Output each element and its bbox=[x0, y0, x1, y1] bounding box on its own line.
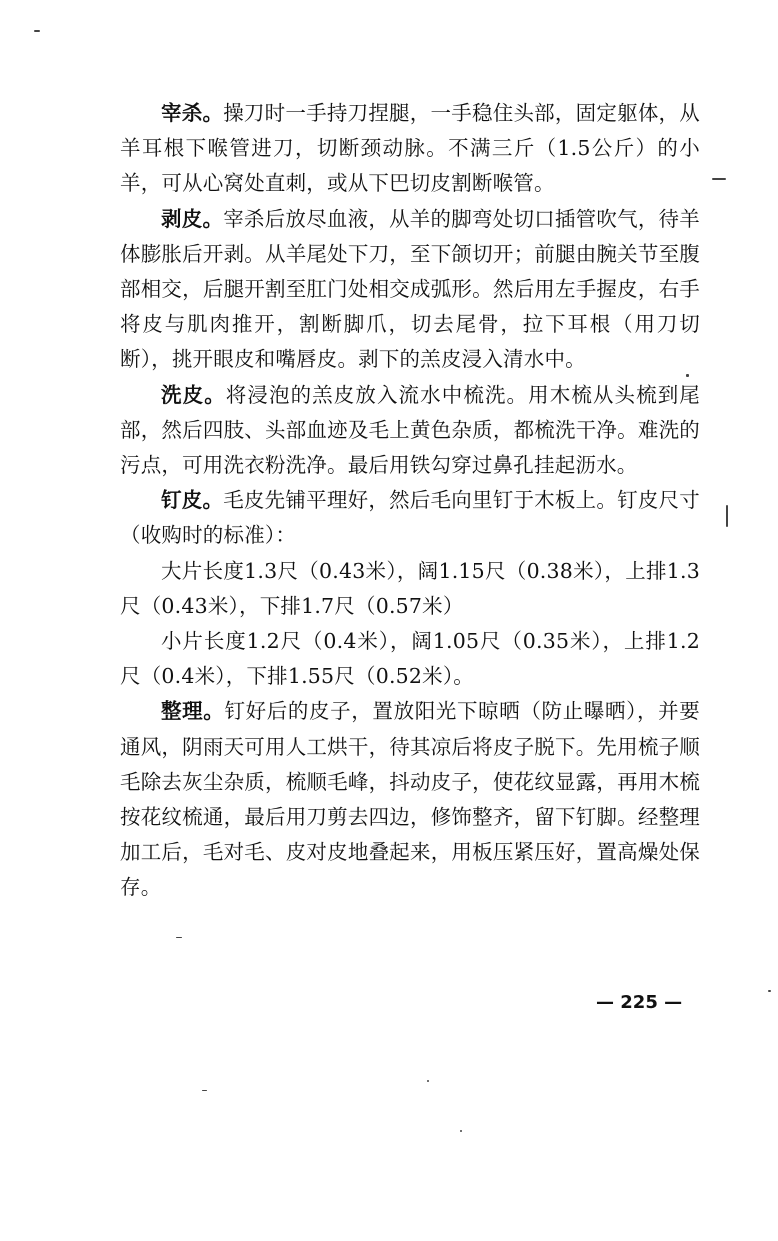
paragraph-heading: 整理。 bbox=[161, 699, 225, 724]
scan-speck bbox=[202, 1090, 207, 1091]
paragraph-heading: 洗皮。 bbox=[161, 382, 226, 407]
paragraph-finishing bbox=[120, 694, 700, 905]
paragraph-slaughter bbox=[120, 96, 700, 202]
scan-speck bbox=[712, 178, 726, 180]
scan-speck bbox=[176, 937, 182, 938]
paragraph-large-size bbox=[120, 554, 700, 624]
paragraph-body: 宰杀后放尽血液，从羊的脚弯处切口插管吹气，待羊体膨胀后开剥。从羊尾处下刀，至下颌切开；前腿由腕关节至腹部相交，后腿开割至肛门处相交成弧形。然后用左手握皮，右手将皮与肌肉推开，割断脚爪，切去尾骨，拉下耳根（用刀切断），挑开眼皮和嘴唇皮。剥下的羔皮浸入清水中。 bbox=[120, 206, 700, 372]
paragraph-nailing bbox=[120, 483, 700, 553]
paragraph-body: 将浸泡的羔皮放入流水中梳洗。用木梳从头梳到尾部，然后四肢、头部血迹及毛上黄色杂质，都梳洗干净。难洗的污点，可用洗衣粉洗净。最后用铁勾穿过鼻孔挂起沥水。 bbox=[120, 382, 700, 478]
scan-speck bbox=[768, 990, 771, 992]
scan-speck bbox=[460, 1130, 462, 1132]
paragraph-heading: 钉皮。 bbox=[161, 488, 224, 513]
scan-speck bbox=[34, 30, 40, 32]
page-number: — 225 — bbox=[596, 992, 683, 1013]
paragraph-body: 大片长度1.3尺（0.43米），阔1.15尺（0.38米），上排1.3尺（0.43米），下排1.7尺（0.57米） bbox=[120, 558, 700, 618]
paragraph-body: 钉好后的皮子，置放阳光下晾晒（防止曝晒），并要通风，阴雨天可用人工烘干，待其凉后将皮子脱下。先用梳子顺毛除去灰尘杂质，梳顺毛峰，抖动皮子，使花纹显露，再用木梳按花纹梳通，最后用刀剪去四边，修饰整齐，留下钉脚。经整理加工后，毛对毛、皮对皮地叠起来，用板压紧压好，置高燥处保存。 bbox=[120, 699, 700, 900]
scan-speck bbox=[427, 1080, 429, 1082]
paragraph-heading: 宰杀。 bbox=[161, 101, 224, 125]
paragraph-small-size bbox=[120, 624, 700, 694]
body-text bbox=[120, 96, 700, 906]
paragraph-washing bbox=[120, 378, 700, 484]
paragraph-body: 操刀时一手持刀捏腿，一手稳住头部，固定躯体，从羊耳根下喉管进刀，切断颈动脉。不满三斤（1.5公斤）的小羊，可从心窝处直刺，或从下巴切皮割断喉管。 bbox=[120, 101, 700, 196]
scan-speck bbox=[726, 505, 728, 527]
paragraph-skinning bbox=[120, 202, 700, 378]
paragraph-body: 小片长度1.2尺（0.4米），阔1.05尺（0.35米），上排1.2尺（0.4米），下排1.55尺（0.52米）。 bbox=[120, 629, 700, 689]
paragraph-body: 毛皮先铺平理好，然后毛向里钉于木板上。钉皮尺寸（收购时的标准）： bbox=[120, 488, 700, 548]
paragraph-heading: 剥皮。 bbox=[161, 206, 224, 231]
